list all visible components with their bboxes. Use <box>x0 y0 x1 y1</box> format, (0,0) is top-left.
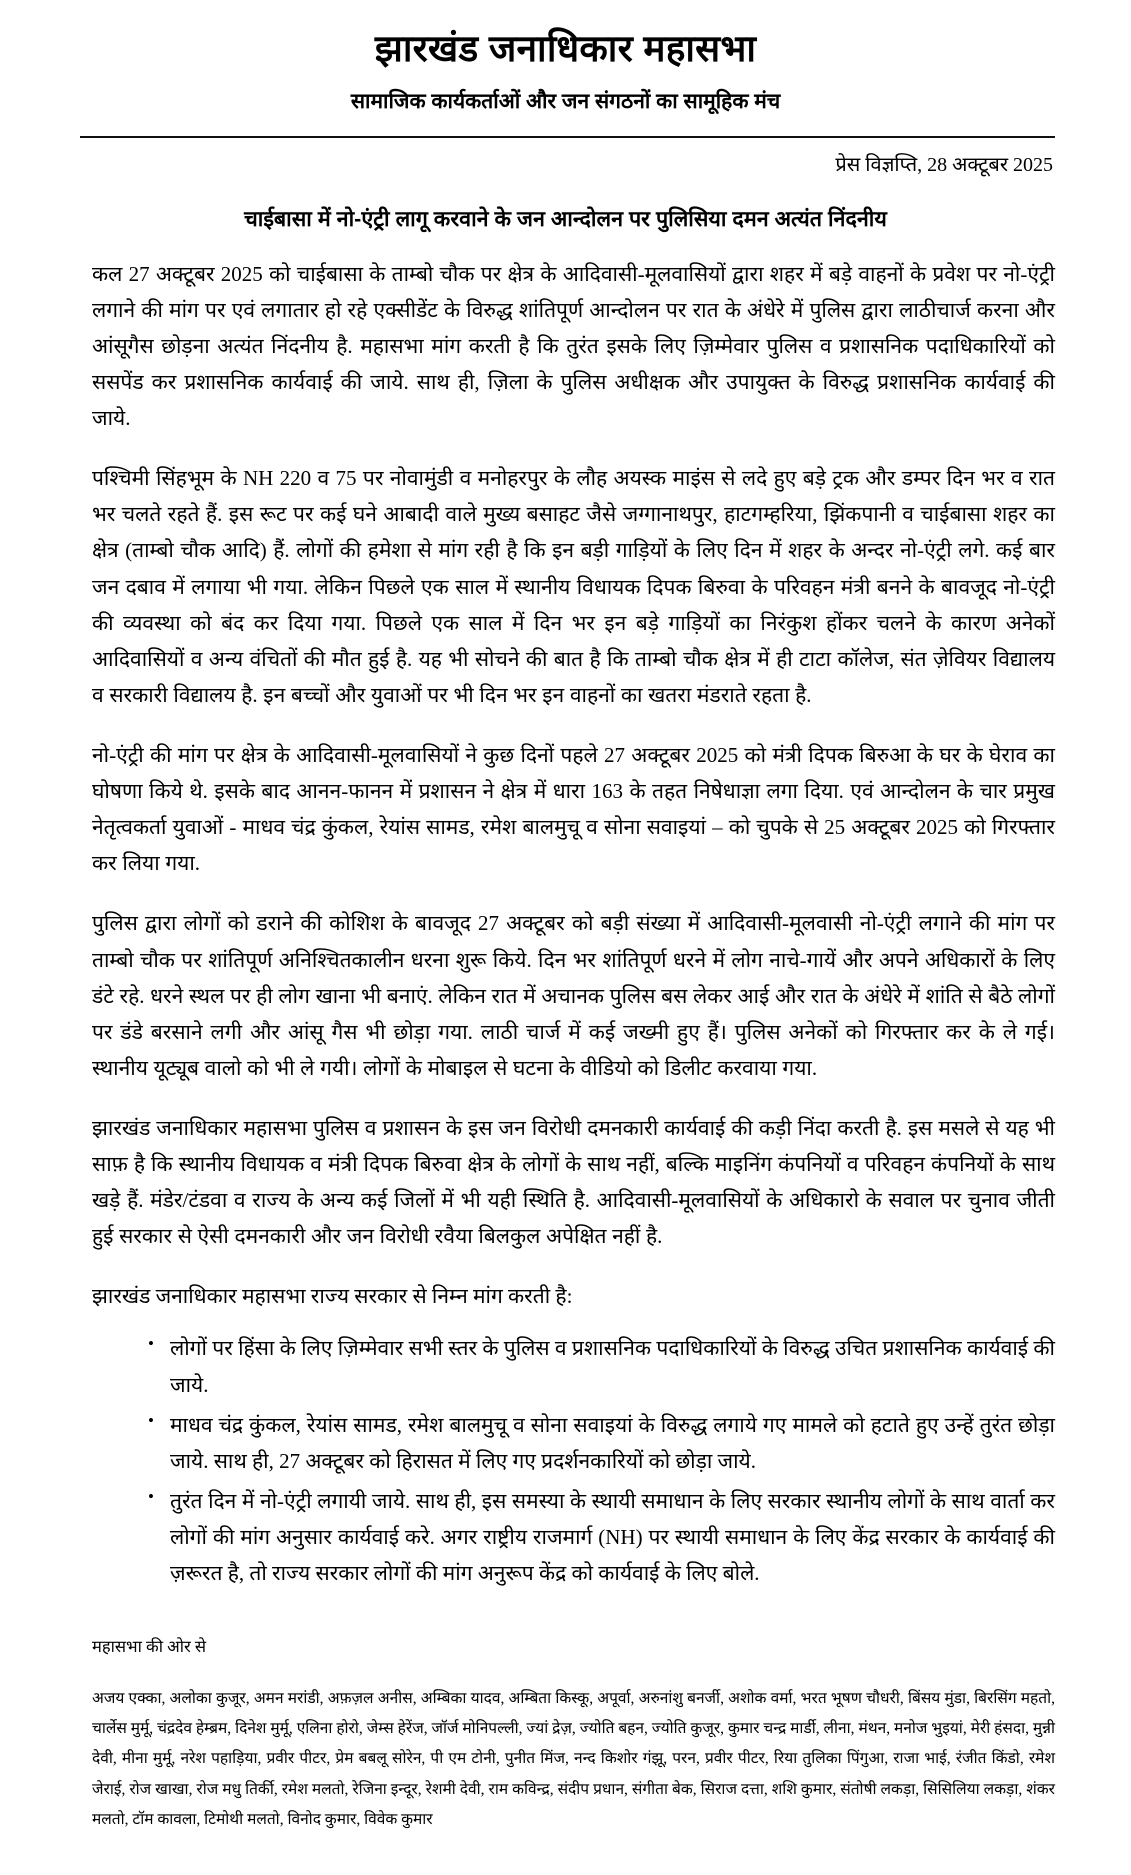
list-item: • लोगों पर हिंसा के लिए ज़िम्मेवार सभी स्तर के पुलिस व प्रशासनिक पदाधिकारियों के विरुद्ध उचित प्रशासनिक कार्यवाई की जाये. <box>148 1330 1055 1402</box>
header-divider <box>80 136 1055 138</box>
body-paragraph: पश्चिमी सिंहभूम के NH 220 व 75 पर नोवामुंडी व मनोहरपुर के लौह अयस्क माइंस से लदे हुए बड़े ट्रक और डम्पर दिन भर व रात भर चलते रहते हैं. इस रूट पर कई घने आबादी वाले मुख्य बसाहट जैसे जग्गानाथपुर, हाटगम्हरिया, झिंकपानी व चाईबासा शहर का क्षेत्र (ताम्बो चौक आदि) हैं. लोगों की हमेशा से मांग रही है कि इन बड़ी गाड़ियों के लिए दिन में शहर के अन्दर नो-एंट्री लगे. कई बार जन दबाव में लगाया भी गया. लेकिन पिछले एक साल में स्थानीय विधायक दिपक बिरुवा के परिवहन मंत्री बनने के बावजूद नो-एंट्री की व्यवस्था को बंद कर दिया गया. पिछले एक साल में दिन भर इन बड़े गाड़ियों का निरंकुश होंकर चलने के कारण अनेकों आदिवासियों व अन्य वंचितों की मौत हुई है. यह भी सोचने की बात है कि ताम्बो चौक क्षेत्र में ही टाटा कॉलेज, संत ज़ेवियर विद्यालय व सरकारी विद्यालय है. इन बच्चों और युवाओं पर भी दिन भर इन वाहनों का खतरा मंडराते रहता है. <box>92 466 1055 707</box>
demands-list <box>92 1330 1055 1591</box>
signatories-list: अजय एक्का, अलोका कुजूर, अमन मरांडी, अफ़ज़ल अनीस, अम्बिका यादव, अम्बिता किस्कू, अपूर्वा, अरुनांशु बनर्जी, अशोक वर्मा, भरत भूषण चौधरी, बिंसय मुंडा, बिरसिंग महतो, चार्लेस मुर्मू, चंद्रदेव हेम्ब्रम, दिनेश मुर्मू, एलिना होरो, जेम्स हेरेंज, जॉर्ज मोनिपल्ली, ज्यां द्रेज़, ज्योति बहन, ज्योति कुजूर, कुमार चन्द्र मार्डी, लीना, मंथन, मनोज भुइयां, मेरी हंसदा, मुन्नी देवी, मीना मुर्मू, नरेश पहाड़िया, प्रवीर पीटर, प्रेम बबलू सोरेन, पी एम टोनी, पुनीत मिंज, नन्द किशोर गंझू, परन, प्रवीर पीटर, रिया तुलिका पिंगुआ, राजा भाई, रंजीत किंडो, रमेश जेराई, रोज खाखा, रोज मधु तिर्की, रमेश मलतो, रेजिना इन्दूर, रेशमी देवी, राम कविन्द्र, संदीप प्रधान, संगीता बेक, सिराज दत्ता, शशि कुमार, संतोषी लकड़ा, सिसिलिया लकड़ा, शंकर मलतो, टॉम कावला, टिमोथी मलतो, विनोद कुमार, विवेक कुमार <box>92 1690 1055 1828</box>
list-item: • माधव चंद्र कुंकल, रेयांस सामड, रमेश बालमुचू व सोना सवाइयां के विरुद्ध लगाये गए मामले को हटाते हुए उन्हें तुरंत छोड़ा जाये. साथ ही, 27 अक्टूबर को हिरासत में लिए गए प्रदर्शनकारियों को छोड़ा जाये. <box>148 1407 1055 1479</box>
body-paragraph: पुलिस द्वारा लोगों को डराने की कोशिश के बावजूद 27 अक्टूबर को बड़ी संख्या में आदिवासी-मूलवासी नो-एंट्री लगाने की मांग पर ताम्बो चौक पर शांतिपूर्ण अनिश्चितकालीन धरना शुरू किये. दिन भर शांतिपूर्ण धरने में लोग नाचे-गायें और अपने अधिकारों के लिए डंटे रहे. धरने स्थल पर ही लोग खाना भी बनाएं. लेकिन रात में अचानक पुलिस बस लेकर आई और रात के अंधेरे में शांति से बैठे लोगों पर डंडे बरसाने लगी और आंसू गैस भी छोड़ा गया. लाठी चार्ज में कई जख्मी हुए हैं। पुलिस अनेकों को गिरफ्तार कर के ले गई। स्थानीय यूट्यूब वालो को भी ले गयी। लोगों के मोबाइल से घटना के वीडियो को डिलीट करवाया गया. <box>92 911 1055 1080</box>
body-paragraph: कल 27 अक्टूबर 2025 को चाईबासा के ताम्बो चौक पर क्षेत्र के आदिवासी-मूलवासियों द्वारा शहर में बड़े वाहनों के प्रवेश पर नो-एंट्री लगाने की मांग पर एवं लगातार हो रहे एक्सीडेंट के विरुद्ध शांतिपूर्ण आन्दोलन पर रात के अंधेरे में पुलिस द्वारा लाठीचार्ज करना और आंसूगैस छोड़ना अत्यंत निंदनीय है. महासभा मांग करती है कि तुरंत इसके लिए ज़िम्मेवार पुलिस व प्रशासनिक पदाधिकारियों को ससपेंड कर प्रशासनिक कार्यवाई की जाये. साथ ही, ज़िला के पुलिस अधीक्षक और उपायुक्त के विरुद्ध प्रशासनिक कार्यवाई की जाये. <box>92 261 1055 431</box>
organization-subtitle: सामाजिक कार्यकर्ताओं और जन संगठनों का सामूहिक मंच <box>350 90 781 114</box>
list-item: • तुरंत दिन में नो-एंट्री लगायी जाये. साथ ही, इस समस्या के स्थायी समाधान के लिए सरकार स्थानीय लोगों के साथ वार्ता कर लोगों की मांग अनुसार कार्यवाई करे. अगर राष्ट्रीय राजमार्ग (NH) पर स्थायी समाधान के लिए केंद्र सरकार के कार्यवाई की ज़रूरत है, तो राज्य सरकार लोगों की मांग अनुरूप केंद्र को कार्यवाई के लिए बोले. <box>148 1483 1055 1591</box>
document-header <box>0 0 1131 116</box>
document-body <box>92 256 1055 1875</box>
body-paragraph: नो-एंट्री की मांग पर क्षेत्र के आदिवासी-मूलवासियों ने कुछ दिनों पहले 27 अक्टूबर 2025 को मंत्री दिपक बिरुआ के घर के घेराव का घोषणा किये थे. इसके बाद आनन-फानन में प्रशासन ने क्षेत्र में धारा 163 के तहत निषेधाज्ञा लगा दिया. एवं आन्दोलन के चार प्रमुख नेतृत्वकर्ता युवाओं - माधव चंद्र कुंकल, रेयांस सामड, रमेश बालमुचू व सोना सवाइयां – को चुपके से 25 अक्टूबर 2025 को गिरफ्तार कर लिया गया. <box>92 742 1055 876</box>
signoff-text: महासभा की ओर से <box>92 1637 207 1657</box>
body-paragraph: झारखंड जनाधिकार महासभा पुलिस व प्रशासन के इस जन विरोधी दमनकारी कार्यवाई की कड़ी निंदा करती है. इस मसले से यह भी साफ़ है कि स्थानीय विधायक व मंत्री दिपक बिरुवा क्षेत्र के लोगों के साथ नहीं, बल्कि माइनिंग कंपनियों व परिवहन कंपनियों के साथ खड़े हैं. मंडेर/टंडवा व राज्य के अन्य कई जिलों में भी यही स्थिति है. आदिवासी-मूलवासियों के अधिकारो के सवाल पर चुनाव जीती हुई सरकार से ऐसी दमनकारी और जन विरोधी रवैया बिलकुल अपेक्षित नहीं है. <box>92 1115 1055 1249</box>
organization-title: झारखंड जनाधिकार महासभा <box>374 28 757 69</box>
press-release-date-line: प्रेस विज्ञप्ति, 28 अक्टूबर 2025 <box>835 153 1053 176</box>
demands-intro-text: झारखंड जनाधिकार महासभा राज्य सरकार से निम्न मांग करती है: <box>92 1284 573 1309</box>
page-title: चाईबासा में नो-एंट्री लागू करवाने के जन आन्दोलन पर पुलिसिया दमन अत्यंत निंदनीय <box>244 206 887 231</box>
